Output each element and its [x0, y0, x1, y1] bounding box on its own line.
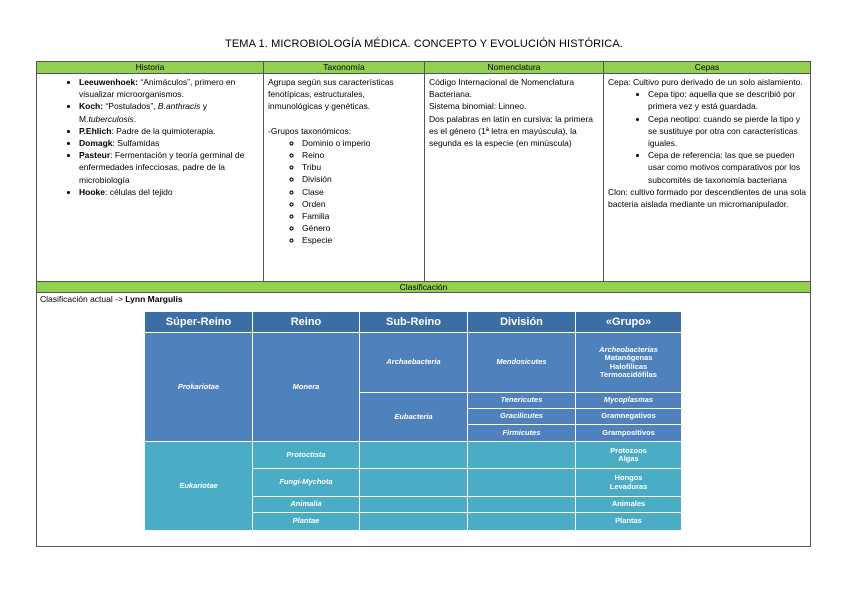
classification-table — [145, 312, 681, 530]
list-item: ◦ Tribu — [302, 161, 420, 173]
th-super-reino: Súper-Reino — [145, 312, 253, 333]
cell-empty — [468, 469, 576, 497]
cell-plantas: Plantas — [576, 513, 681, 530]
cell-firmicutes: Firmicutes — [468, 425, 576, 442]
list-item: • Leeuwenhoek: “Animáculos”, primero en visualizar microorganismos. — [79, 76, 259, 100]
cell-archeo-grupo: Archeobacterias Matanógenas Halofílicas Termoacidófilas — [576, 333, 681, 393]
header-historia: Historia — [37, 62, 264, 74]
cell-empty — [360, 442, 468, 469]
grupos-list — [268, 137, 420, 247]
list-item: • Cepa tipo: aquella que se describió por primera vez y está guardada. — [648, 88, 806, 112]
list-item: ◦ Orden — [302, 198, 420, 210]
nomenclatura-cell — [425, 74, 604, 281]
cell-monera: Monera — [253, 333, 360, 442]
list-item: • Cepa de referencia: las que se pueden usar como motivos comparativos por los subcomités de taxonomía bacteriana — [648, 149, 806, 186]
header-clasificacion: Clasificación — [37, 281, 810, 293]
cell-hongos: Hongos Levaduras — [576, 469, 681, 497]
cell-empty — [360, 513, 468, 530]
nomenclatura-line: Sistema binomial: Linneo. — [429, 101, 527, 112]
cell-grampositivos: Grampositivos — [576, 425, 681, 442]
historia-list — [37, 76, 259, 198]
taxonomia-cell — [264, 74, 425, 281]
cell-gramnegativos: Gramnegativos — [576, 409, 681, 425]
th-reino: Reino — [253, 312, 360, 333]
cell-animalia: Animalia — [253, 497, 360, 513]
cell-eukariotae: Eukariotae — [145, 442, 253, 530]
header-taxonomia: Taxonomía — [264, 62, 425, 74]
list-item: • Koch: “Postulados”, B.anthracis y M.tuberculosis. — [79, 100, 259, 124]
clon-definition: Clon: cultivo formado por descendientes de una sola bacteria aislada mediante un micromanipulador. — [608, 186, 806, 210]
nomenclatura-line: Dos palabras en latín en cursiva: la primera es el género (1ª letra en mayúscula), la segunda es la especie (en minúscula) — [429, 113, 593, 149]
list-item: • Cepa neotipo: cuando se pierde la tipo y se sustituye por otra con características iguales. — [648, 113, 806, 150]
th-grupo: «Grupo» — [576, 312, 681, 333]
summary-table — [36, 61, 811, 547]
th-sub-reino: Sub-Reino — [360, 312, 468, 333]
historia-cell — [37, 74, 264, 281]
th-division: División — [468, 312, 576, 333]
grupos-label: -Grupos taxonómicos: — [268, 125, 352, 136]
cepas-list — [608, 88, 806, 186]
list-item: • Domagk: Sulfamidas — [79, 137, 259, 149]
cell-eubacteria: Eubacteria — [360, 393, 468, 442]
cell-tenericutes: Tenericutes — [468, 393, 576, 409]
list-item: ◦ Género — [302, 222, 420, 234]
cell-archaebacteria: Archaebacteria — [360, 333, 468, 393]
list-item: ◦ Dominio o imperio — [302, 137, 420, 149]
cell-empty — [360, 469, 468, 497]
header-nomenclatura: Nomenclatura — [425, 62, 604, 74]
list-item: ◦ División — [302, 173, 420, 185]
list-item: ◦ Familia — [302, 210, 420, 222]
cell-mycoplasmas: Mycoplasmas — [576, 393, 681, 409]
cell-empty — [468, 497, 576, 513]
header-cepas: Cepas — [604, 62, 810, 74]
cell-prokariotae: Prokariotae — [145, 333, 253, 442]
cell-protoctista: Protoctista — [253, 442, 360, 469]
cell-plantae: Plantae — [253, 513, 360, 530]
cepa-definition: Cepa: Cultivo puro derivado de un solo aislamiento. — [608, 77, 803, 87]
list-item: ◦ Reino — [302, 149, 420, 161]
cell-fungi: Fungi-Mychota — [253, 469, 360, 497]
list-item: ◦ Clase — [302, 186, 420, 198]
cell-animales: Animales — [576, 497, 681, 513]
cell-empty — [468, 442, 576, 469]
list-item: ◦ Especie — [302, 234, 420, 246]
cell-protozoos: Protozoos Algas — [576, 442, 681, 469]
cell-mendosicutes: Mendosicutes — [468, 333, 576, 393]
taxonomia-intro: Agrupa según sus características fenotípicas, estructurales, inmunológicas y genéticas. — [268, 77, 394, 112]
clasificacion-actual: Clasificación actual -> Lynn Margulis — [40, 294, 183, 304]
nomenclatura-line: Código Internacional de Nomenclatura Bacteriana. — [429, 77, 575, 100]
page-title: TEMA 1. MICROBIOLOGÍA MÉDICA. CONCEPTO Y EVOLUCIÓN HISTÓRICA. — [225, 38, 623, 50]
list-item: • P.Ehlich: Padre de la quimioterapia. — [79, 125, 259, 137]
cell-gracilicutes: Gracilicutes — [468, 409, 576, 425]
list-item: • Pasteur: Fermentación y teoría germinal de enfermedades infecciosas, padre de la microbiología — [79, 149, 259, 186]
cell-empty — [360, 497, 468, 513]
cepas-cell — [604, 74, 810, 281]
list-item: • Hooke: células del tejido — [79, 186, 259, 198]
cell-empty — [468, 513, 576, 530]
